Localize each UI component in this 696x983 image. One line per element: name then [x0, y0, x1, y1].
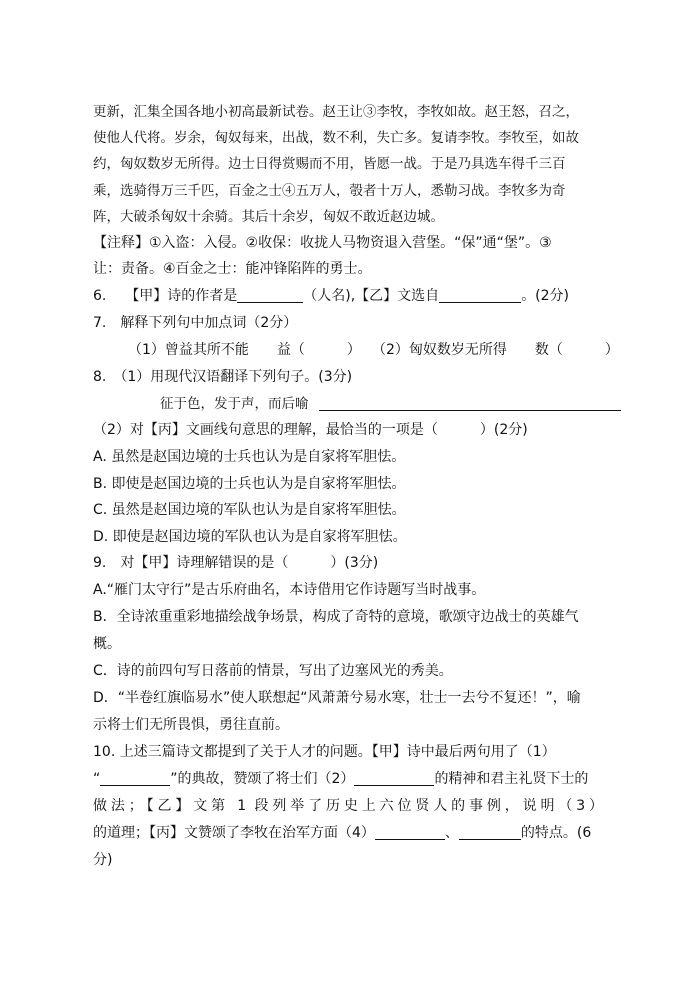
passage-line: 使他人代将。岁余，匈奴每来，出战，数不利，失亡多。复请李牧。李牧至，如故	[93, 130, 579, 146]
question-10-text: 的道理；【丙】文赞颂了李牧在治军方面（4）	[93, 825, 375, 841]
question-10-line-1: 10. 上述三篇诗文都提到了关于人才的问题。【甲】诗中最后两句用了（1）	[93, 744, 556, 760]
answer-blank-trait-2[interactable]	[459, 824, 521, 840]
question-7-item-2: （2）匈奴数岁无所得 数（ ）	[372, 342, 619, 358]
option-d: D. 即使是赵国边境的军队也认为是自家将军胆怯。	[93, 529, 407, 545]
answer-blank-allusion[interactable]	[100, 770, 170, 786]
answer-blank-trait-1[interactable]	[375, 824, 445, 840]
option-d-cont: 示将士们无所畏惧，勇往直前。	[93, 717, 289, 733]
option-d: D．“半卷红旗临易水”使人联想起“风萧萧兮易水寒，壮士一去兮不复还！”，喻	[93, 690, 581, 706]
option-c: C．诗的前四句写日落前的情景，写出了边塞风光的秀美。	[93, 663, 453, 679]
question-7-item-1: （1）曾益其所不能 益（ ）	[128, 342, 361, 358]
notes-line: 【注释】①入盗：入侵。②收保：收拢人马物资退入营堡。“保”通“堡”。③	[93, 235, 552, 251]
passage-line: 阵，大破杀匈奴十余骑。其后十余岁，匈奴不敢近赵边城。	[93, 209, 444, 225]
question-8-sentence-row	[160, 394, 621, 414]
question-6-text-c: 。(2分)	[521, 288, 570, 304]
option-b: B．全诗浓重重彩地描绘战争场景，构成了奇特的意境，歌颂守边战士的英雄气	[93, 609, 579, 625]
passage-line: 更新，汇集全国各地小初高最新试卷。赵王让③李牧，李牧如故。赵王怒，召之，	[93, 104, 579, 120]
question-6-text-b: （人名),【乙】文选自	[303, 288, 440, 304]
question-10-text: 的特点。(6	[520, 825, 592, 841]
option-a: A. 虽然是赵国边境的士兵也认为是自家将军胆怯。	[93, 449, 406, 465]
question-8-sentence: 征于色，发于声，而后喻	[160, 396, 309, 412]
passage-line: 约，匈奴数岁无所得。边士日得赏赐而不用，皆愿一战。于是乃具选车得千三百	[93, 156, 566, 172]
question-8-heading: 8. （1）用现代汉语翻译下列句子。(3分)	[93, 369, 353, 385]
question-7-heading: 7. 解释下列句中加点词（2分）	[93, 315, 298, 331]
answer-blank-author[interactable]	[237, 287, 303, 303]
option-b-cont: 概。	[93, 636, 121, 652]
question-6-number: 6.	[93, 288, 107, 304]
answer-blank-source[interactable]	[439, 287, 521, 303]
question-10-line-4	[93, 823, 591, 843]
question-6-text-a: 【甲】诗的作者是	[125, 288, 238, 304]
notes-line: 让：责备。④百金之士：能冲锋陷阵的勇士。	[93, 261, 372, 277]
option-a: A.“雁门太守行”是古乐府曲名，本诗借用它作诗题写当时战事。	[93, 582, 486, 598]
answer-blank-spirit[interactable]	[354, 770, 434, 786]
question-8-part-2: （2）对【丙】文画线句意思的理解，最恰当的一项是（ ）(2分)	[93, 422, 528, 438]
answer-line-translation[interactable]	[319, 395, 621, 411]
option-c: C. 虽然是赵国边境的军队也认为是自家将军胆怯。	[93, 502, 406, 518]
question-10-line-5: 分)	[93, 852, 113, 868]
question-6	[93, 286, 569, 306]
question-9-heading: 9. 对【甲】诗理解错误的是（ ）(3分)	[93, 555, 379, 571]
question-10-text: 、	[444, 825, 459, 841]
passage-line: 乘，选骑得万三千匹，百金之士④五万人，彀者十万人，悉勒习战。李牧多为奇	[93, 183, 566, 199]
open-quote: “	[93, 771, 101, 787]
question-10-text: 的精神和君主礼贤下士的	[434, 771, 589, 787]
option-b: B. 即使是赵国边境的士兵也认为是自家将军胆怯。	[93, 476, 406, 492]
question-10-text: ”的典故，赞颂了将士们（2）	[170, 771, 355, 787]
question-10-line-3: 做法；【乙】文第 1 段列举了历史上六位贤人的事例，说明（3）	[93, 798, 603, 814]
question-10-line-2	[93, 769, 588, 789]
